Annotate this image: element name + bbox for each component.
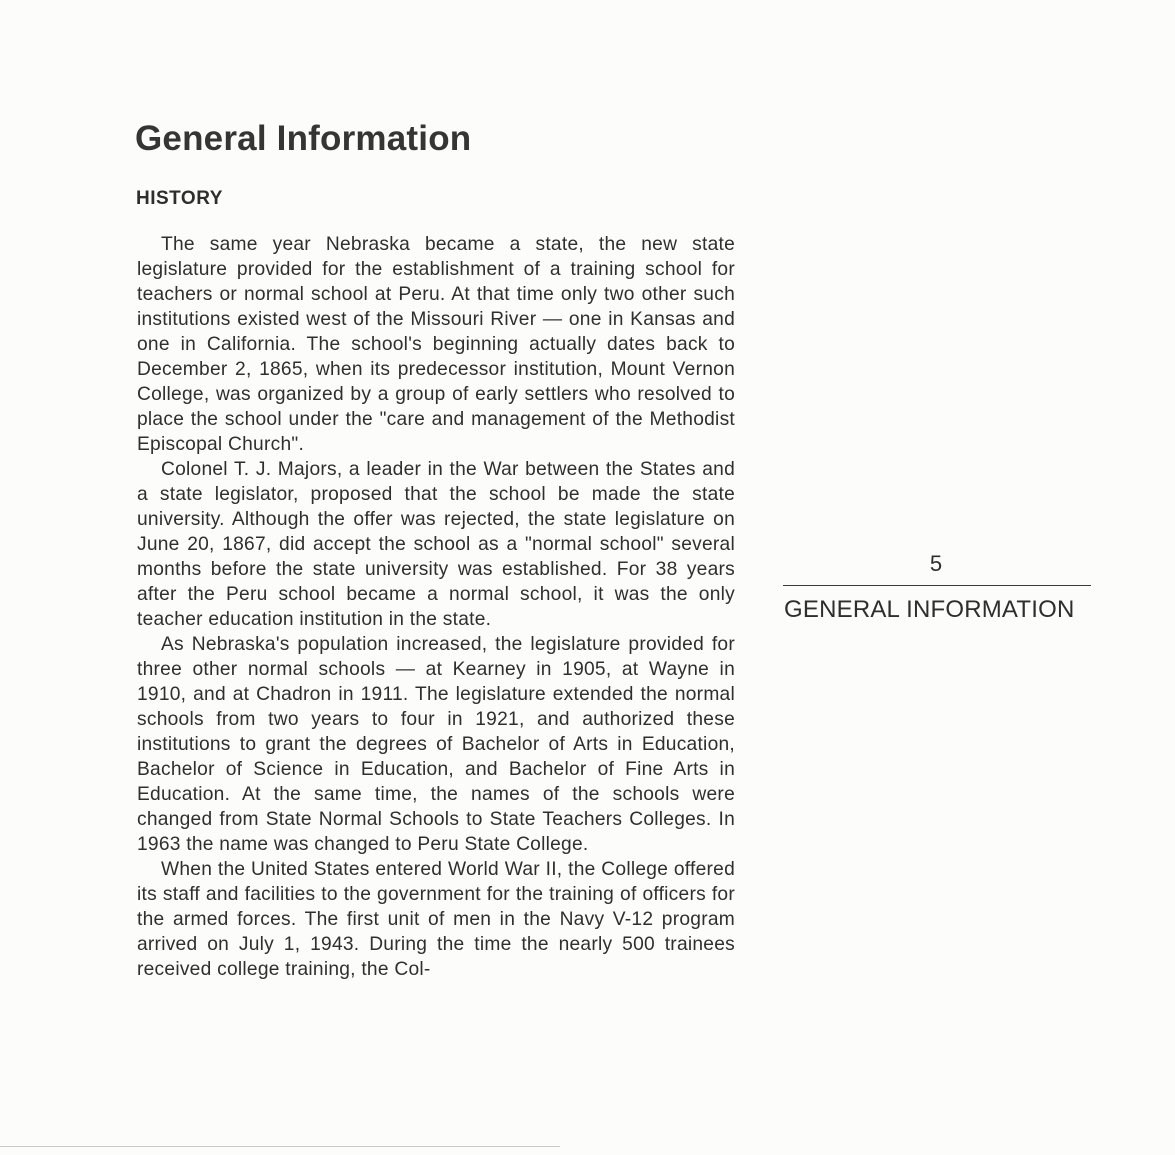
history-paragraph-3: As Nebraska's population increased, the legislature provided for three other normal schools — at Kearney in 1905, at Wayne in 1910, and at Chadron in 1911. The legislature extended the normal schools from two years to four in 1921, and authorized these institutions to grant the degrees of Bachelor of Arts in Education, Bachelor of Science in Education, and Bachelor of Fine Arts in Education. At the same time, the names of the schools were changed from State Normal Schools to State Teachers Colleges. In 1963 the name was changed to Peru State College. [137,634,735,855]
history-body [137,232,735,982]
history-paragraph-2: Colonel T. J. Majors, a leader in the War between the States and a state legislator, proposed that the school be made the state university. Although the offer was rejected, the state legislature on June 20, 1867, did accept the school as a "normal school" several months before the state university was established. For 38 years after the Peru school became a normal school, it was the only teacher education institution in the state. [137,459,735,630]
page-title: General Information [135,119,472,159]
scan-edge-divider [0,1146,560,1147]
running-header: GENERAL INFORMATION [784,596,1075,623]
section-heading-history: HISTORY [136,188,223,209]
page-number: 5 [929,551,943,576]
history-paragraph-1: The same year Nebraska became a state, the new state legislature provided for the establishment of a training school for teachers or normal school at Peru. At that time only two other such institutions existed west of the Missouri River — one in Kansas and one in California. The school's beginning actually dates back to December 2, 1865, when its predecessor institution, Mount Vernon College, was organized by a group of early settlers who resolved to place the school under the "care and management of the Methodist Episcopal Church". [137,234,735,455]
history-paragraph-4: When the United States entered World War II, the College offered its staff and facilities to the government for the training of officers for the armed forces. The first unit of men in the Navy V-12 program arrived on July 1, 1943. During the time the nearly 500 trainees received college training, the Col- [137,859,735,980]
running-header-rule [783,585,1091,586]
